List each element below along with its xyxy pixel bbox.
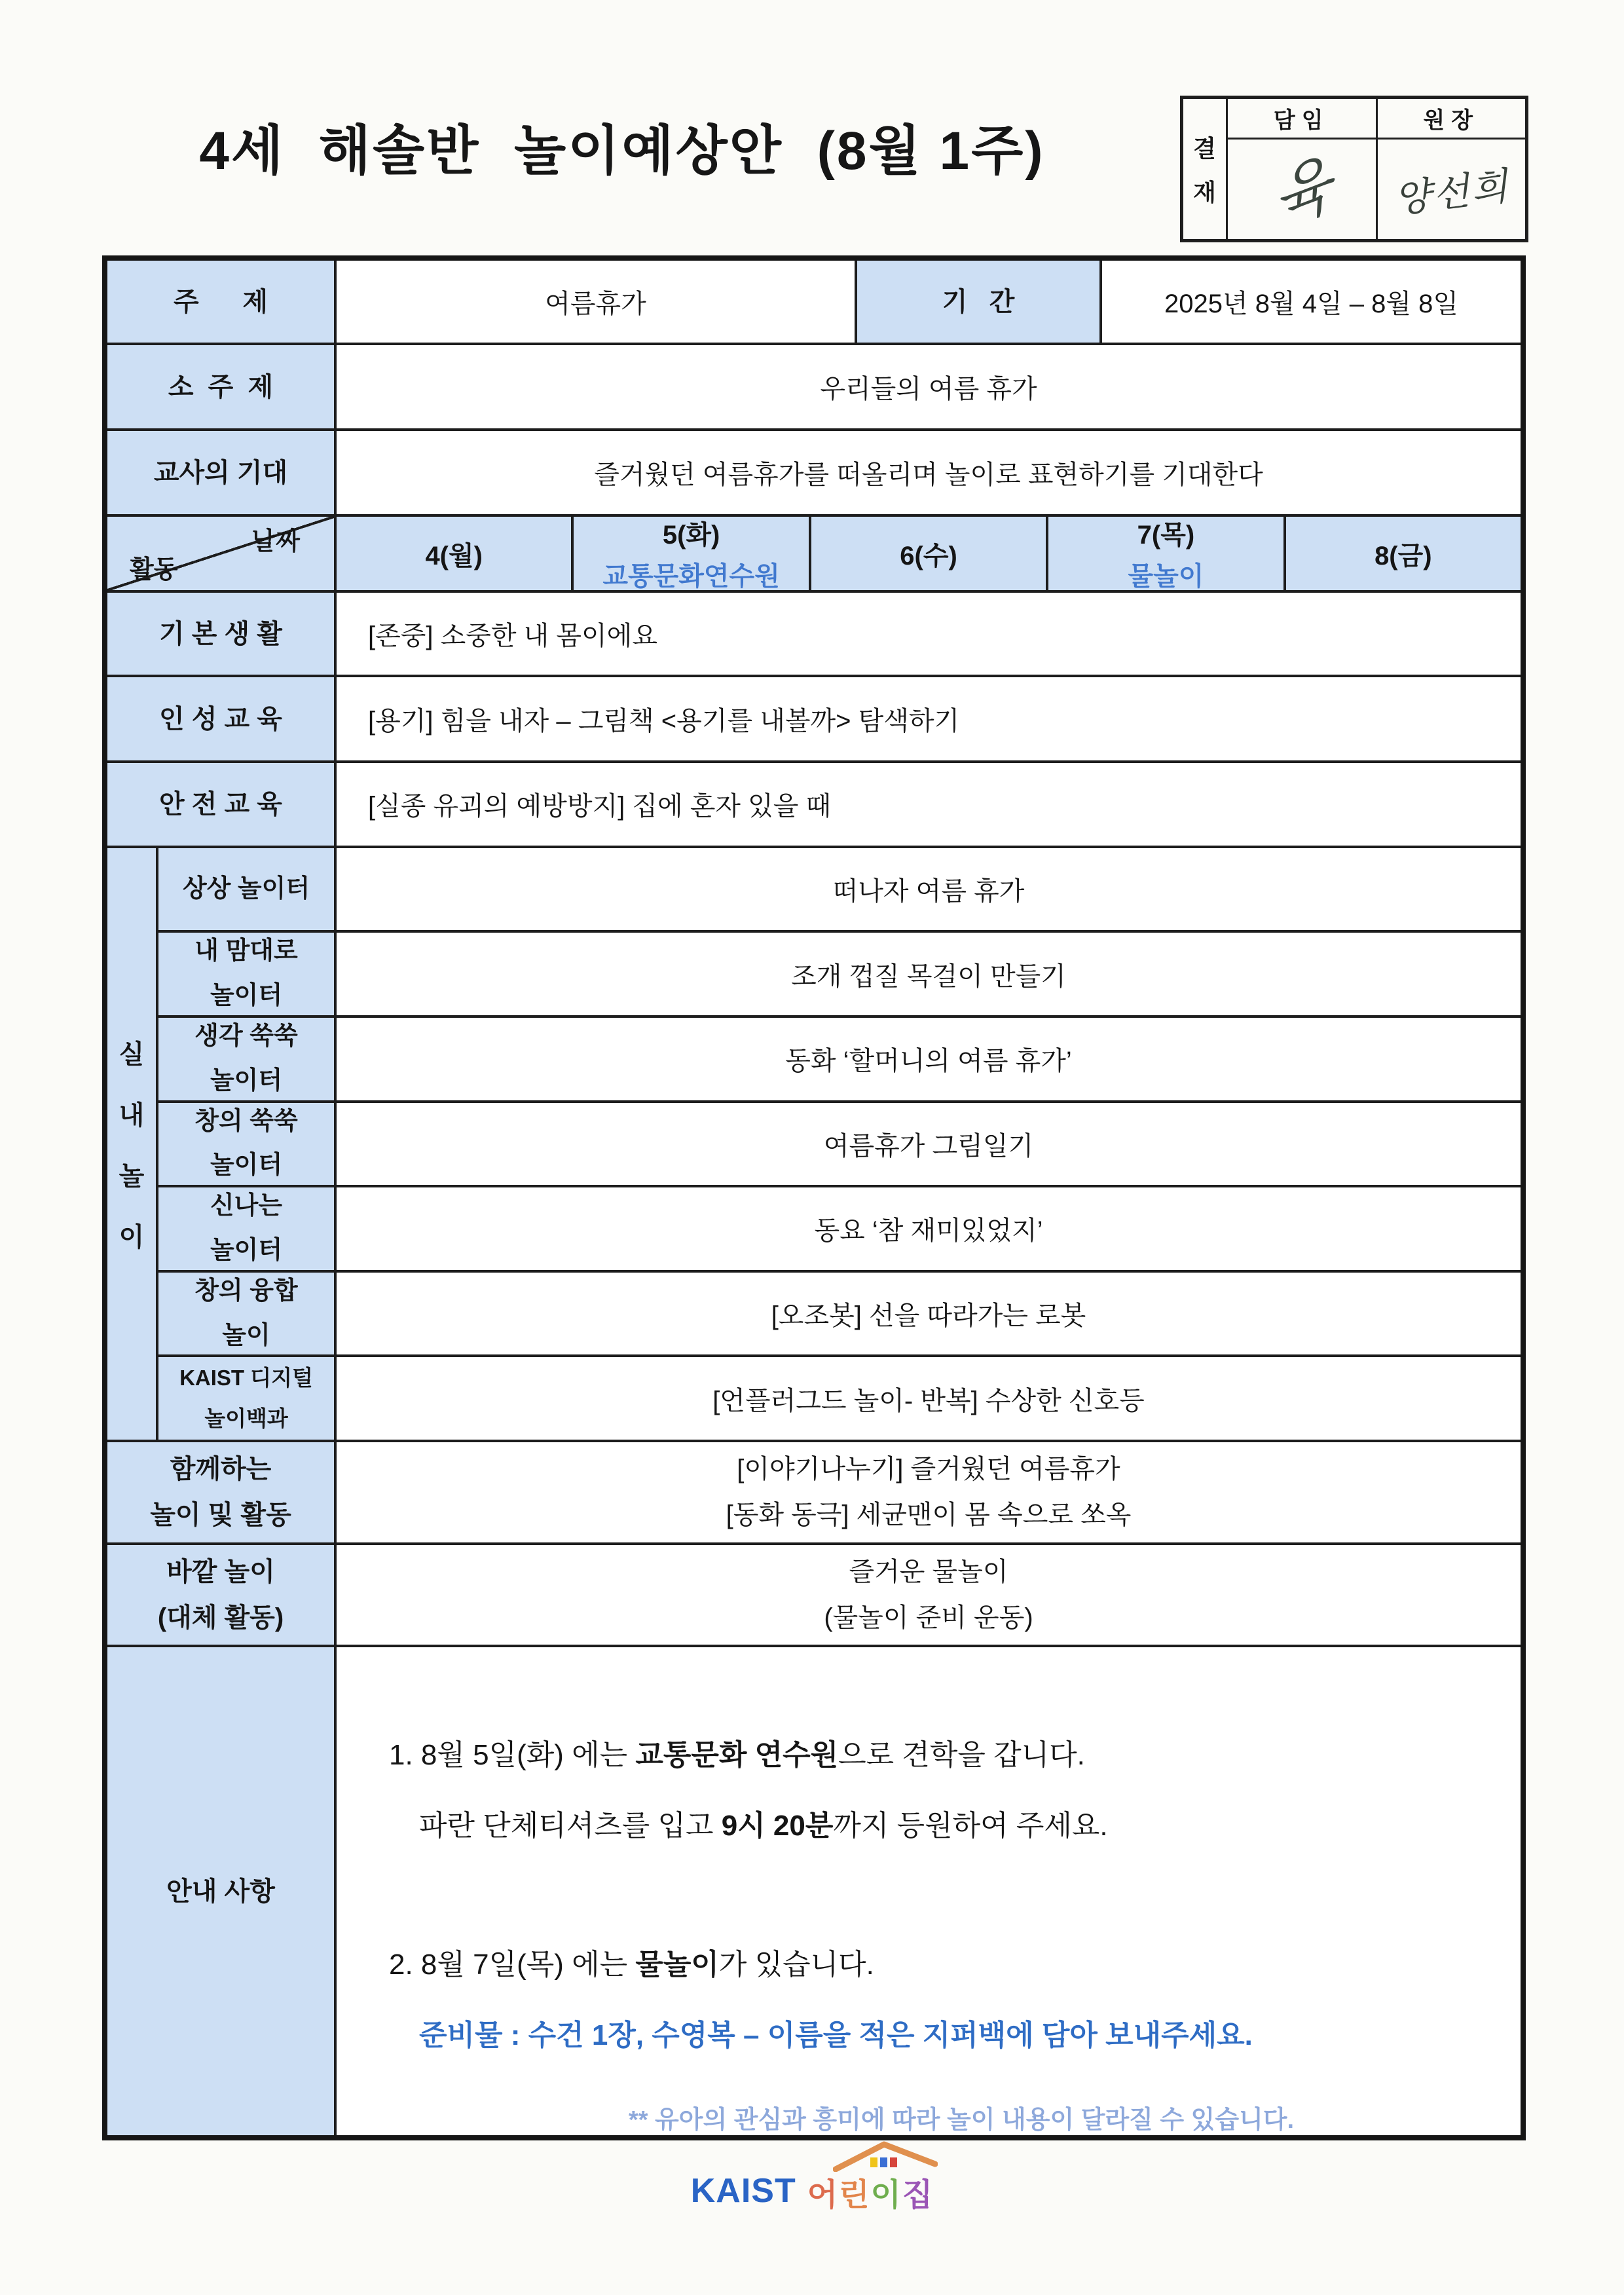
indoor-row-value: 조개 껍질 목걸이 만들기 xyxy=(337,933,1521,1015)
expectation-value: 즐거웠던 여름휴가를 떠올리며 놀이로 표현하기를 기대한다 xyxy=(337,431,1521,514)
topic-row xyxy=(107,261,1521,345)
signature-area-damim xyxy=(1228,140,1376,239)
indoor-row-label: 창의 쑥쑥 놀이터 xyxy=(158,1103,337,1185)
indoor-row-kaist-digital xyxy=(158,1357,1521,1440)
outdoor-value: 즐거운 물놀이 (물놀이 준비 운동) xyxy=(337,1545,1521,1645)
indoor-row-label: 창의 융합 놀이 xyxy=(158,1273,337,1355)
safety-edu-label: 안 전 교 육 xyxy=(107,763,337,846)
together-play-row xyxy=(107,1442,1521,1545)
corner-date-label: 날짜 xyxy=(251,528,300,556)
day-date: 5(화) xyxy=(662,521,720,550)
day-date: 8(금) xyxy=(1375,541,1432,570)
approval-label-vertical xyxy=(1183,99,1228,239)
indoor-rows xyxy=(158,848,1521,1440)
indoor-row-label: 신나는 놀이터 xyxy=(158,1187,337,1270)
date-activity-corner-cell xyxy=(107,517,337,590)
character-edu-value: [용기] 힘을 내자 – 그림책 <용기를 내볼까> 탐색하기 xyxy=(337,677,1521,760)
indoor-row-label: 내 맘대로 놀이터 xyxy=(158,933,337,1015)
outdoor-play-row xyxy=(107,1545,1521,1648)
expectation-label: 교사의 기대 xyxy=(107,431,337,514)
logo-char: 린 xyxy=(839,2178,870,2212)
page-title: 4세 해솔반 놀이예상안 (8월 1주) xyxy=(199,121,1045,181)
footer-logo xyxy=(0,2167,1624,2214)
group-label-char: 실 xyxy=(119,1040,145,1070)
indoor-row-convergence xyxy=(158,1273,1521,1358)
character-edu-row xyxy=(107,677,1521,762)
approval-column-wonjang xyxy=(1378,99,1526,239)
indoor-row-imagination xyxy=(158,848,1521,933)
weekly-plan-table xyxy=(102,255,1526,2140)
basic-life-value: [존중] 소중한 내 몸이에요 xyxy=(337,593,1521,675)
notice-label: 안내 사항 xyxy=(107,1647,337,2135)
subtopic-value: 우리들의 여름 휴가 xyxy=(337,345,1521,428)
signature-area-wonjang xyxy=(1378,140,1526,239)
indoor-play-section xyxy=(107,848,1521,1442)
day-note: 물놀이 xyxy=(1128,562,1204,591)
approval-stamp-box xyxy=(1180,96,1528,242)
notice-footnote: ** 유아의 관심과 흥미에 따라 놀이 내용이 달라질 수 있습니다. xyxy=(628,2106,1295,2134)
notice-lines: 1. 8월 5일(화) 에는 교통문화 연수원으로 견학을 갑니다. 파란 단체티셔츠를 입고 9시 20분까지 등원하여 주세요. 2. 8월 7일(목) 에는 물놀이가 있습니다. 준비물 : 수건 1장, 수영복 – 이름을 적은 지퍼백에 담아 보내주세요. xyxy=(389,1739,1253,2051)
basic-life-label: 기 본 생 활 xyxy=(107,593,337,675)
basic-life-row xyxy=(107,593,1521,677)
approval-column-header: 원장 xyxy=(1378,99,1526,140)
together-value: [이야기나누기] 즐거웠던 여름휴가 [동화 동극] 세균맨이 몸 속으로 쏘옥 xyxy=(337,1442,1521,1542)
outdoor-label: 바깥 놀이 (대체 활동) xyxy=(107,1545,337,1645)
day-cell-fri xyxy=(1286,517,1521,590)
notice-content xyxy=(337,1647,1521,2135)
indoor-row-value: [오조봇] 선을 따라가는 로봇 xyxy=(337,1273,1521,1355)
day-date: 7(목) xyxy=(1137,521,1195,550)
indoor-row-label: 상상 놀이터 xyxy=(158,848,337,931)
approval-label-char: 결 xyxy=(1193,135,1216,162)
indoor-row-creative xyxy=(158,1103,1521,1188)
safety-edu-row xyxy=(107,763,1521,848)
day-date: 4(월) xyxy=(425,541,483,570)
indoor-row-thinking xyxy=(158,1018,1521,1103)
logo-char: 어 xyxy=(807,2178,838,2212)
indoor-row-value: 떠나자 여름 휴가 xyxy=(337,848,1521,931)
teacher-expectation-row xyxy=(107,431,1521,517)
indoor-play-group-label xyxy=(107,848,158,1440)
period-label: 기 간 xyxy=(857,261,1102,343)
day-note: 교통문화연수원 xyxy=(602,562,780,591)
subtopic-row xyxy=(107,345,1521,431)
date-header-row xyxy=(107,517,1521,593)
day-cell-mon xyxy=(337,517,574,590)
group-label-char: 이 xyxy=(119,1223,145,1252)
subtopic-label: 소 주 제 xyxy=(107,345,337,428)
topic-value: 여름휴가 xyxy=(337,261,857,343)
indoor-row-value: 동화 ‘할머니의 여름 휴가’ xyxy=(337,1018,1521,1100)
indoor-row-value: 여름휴가 그림일기 xyxy=(337,1103,1521,1185)
approval-label-char: 재 xyxy=(1193,179,1216,206)
day-cell-tue xyxy=(574,517,811,590)
group-label-char: 내 xyxy=(119,1101,145,1130)
together-label: 함께하는 놀이 및 활동 xyxy=(107,1442,337,1542)
safety-edu-value: [실종 유괴의 예방방지] 집에 혼자 있을 때 xyxy=(337,763,1521,846)
indoor-row-label: 생각 쑥쑥 놀이터 xyxy=(158,1018,337,1100)
logo-char: 집 xyxy=(902,2178,933,2212)
daycare-logo-text xyxy=(807,2167,934,2214)
period-value: 2025년 8월 4일 – 8월 8일 xyxy=(1102,261,1521,343)
indoor-row-free-play xyxy=(158,933,1521,1018)
logo-window-dots xyxy=(870,2157,898,2167)
indoor-row-exciting xyxy=(158,1187,1521,1273)
approval-column-damim xyxy=(1228,99,1378,239)
director-signature: 양선희 xyxy=(1392,164,1512,221)
indoor-row-label: KAIST 디지털 놀이백과 xyxy=(158,1357,337,1440)
corner-activity-label: 활동 xyxy=(130,556,178,584)
day-cell-wed xyxy=(811,517,1048,590)
character-edu-label: 인 성 교 육 xyxy=(107,677,337,760)
group-label-char: 놀 xyxy=(119,1162,145,1191)
approval-column-header: 담임 xyxy=(1228,99,1376,140)
teacher-signature: 육 xyxy=(1268,147,1338,238)
logo-char: 이 xyxy=(870,2178,901,2212)
indoor-row-value: 동요 ‘참 재미있었지’ xyxy=(337,1187,1521,1270)
topic-label: 주 제 xyxy=(107,261,337,343)
indoor-row-value: [언플러그드 놀이- 반복] 수상한 신호등 xyxy=(337,1357,1521,1440)
day-date: 6(수) xyxy=(900,541,957,570)
kaist-logo-text: KAIST xyxy=(690,2171,796,2210)
day-cell-thu xyxy=(1048,517,1285,590)
notice-row xyxy=(107,1647,1521,2135)
